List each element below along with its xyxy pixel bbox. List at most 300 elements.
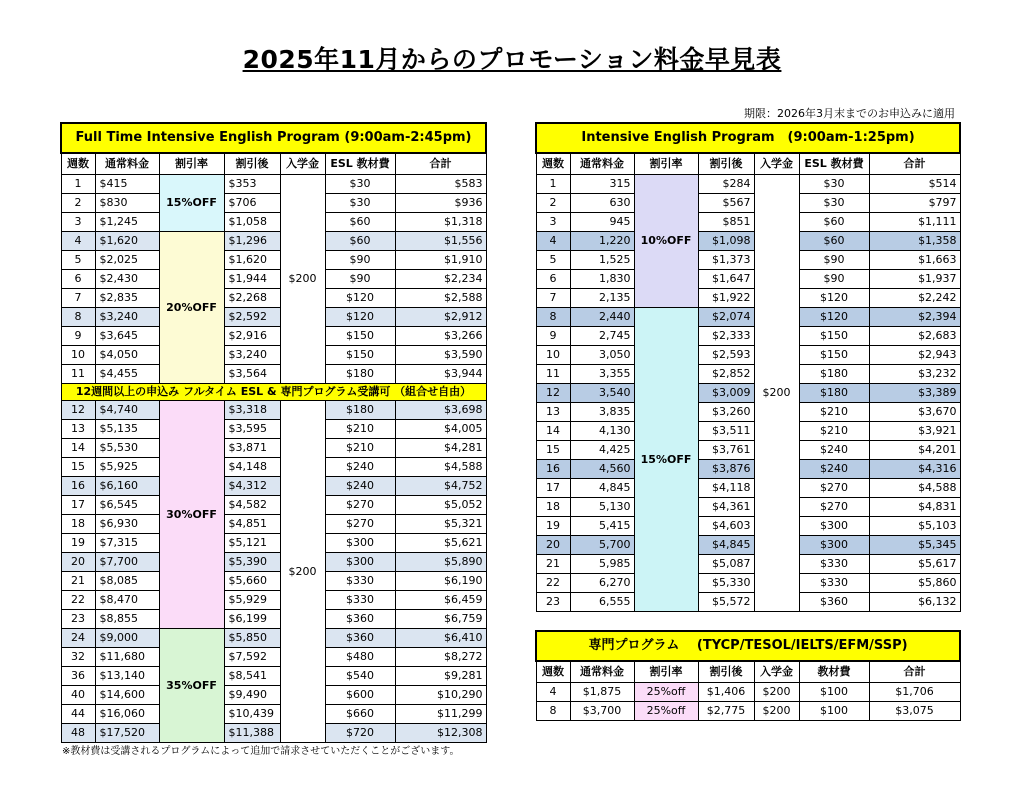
discounted-price-cell: $2,852 [698, 365, 754, 384]
discounted-price-cell: $3,260 [698, 403, 754, 422]
weeks-cell: 18 [536, 498, 570, 517]
discounted-price-cell: $4,361 [698, 498, 754, 517]
discounted-price-cell: $5,660 [224, 572, 280, 591]
discounted-price-cell: $3,595 [224, 420, 280, 439]
discounted-price-cell: $4,851 [224, 515, 280, 534]
table-row [536, 365, 960, 384]
total-cell: $936 [395, 194, 486, 213]
esl-fee-cell: $480 [325, 648, 395, 667]
weeks-cell: 8 [536, 308, 570, 327]
table-row [536, 289, 960, 308]
discounted-price-cell: $7,592 [224, 648, 280, 667]
regular-price-cell: 3,835 [570, 403, 634, 422]
iep-banner: Intensive English Program (9:00am-1:25pm) [536, 123, 960, 153]
weeks-cell: 8 [61, 308, 95, 327]
esl-fee-cell: $90 [799, 270, 869, 289]
regular-price-cell: $5,925 [95, 458, 159, 477]
discounted-price-cell: $2,592 [224, 308, 280, 327]
table-row [536, 270, 960, 289]
total-cell: $3,266 [395, 327, 486, 346]
total-cell: $5,321 [395, 515, 486, 534]
table-row [536, 308, 960, 327]
table-row [536, 422, 960, 441]
table-row [536, 683, 960, 702]
regular-price-cell: 2,745 [570, 327, 634, 346]
weeks-cell: 22 [61, 591, 95, 610]
table-row [61, 705, 486, 724]
esl-fee-cell: $360 [325, 610, 395, 629]
col-after: 割引後 [698, 661, 754, 683]
esl-fee-cell: $330 [799, 574, 869, 593]
table-row [61, 175, 486, 194]
weeks-cell: 48 [61, 724, 95, 743]
discounted-price-cell: $2,333 [698, 327, 754, 346]
weeks-cell: 21 [536, 555, 570, 574]
col-total: 合計 [395, 153, 486, 175]
total-cell: $4,588 [869, 479, 960, 498]
discounted-price-cell: $5,850 [224, 629, 280, 648]
special-banner: 専門プログラム (TYCP/TESOL/IELTS/EFM/SSP) [536, 631, 960, 661]
table-row [536, 460, 960, 479]
regular-price-cell: $14,600 [95, 686, 159, 705]
esl-fee-cell: $120 [325, 308, 395, 327]
col-weeks: 週数 [61, 153, 95, 175]
fti-banner: Full Time Intensive English Program (9:00am-2:45pm) [61, 123, 486, 153]
table-row [536, 593, 960, 612]
total-cell: $6,410 [395, 629, 486, 648]
material-fee-cell: $100 [799, 702, 869, 721]
table-row [536, 403, 960, 422]
total-cell: $1,910 [395, 251, 486, 270]
discounted-price-cell: $1,296 [224, 232, 280, 251]
discounted-price-cell: $1,944 [224, 270, 280, 289]
regular-price-cell: 5,415 [570, 517, 634, 536]
table-row [536, 384, 960, 403]
table-row [61, 439, 486, 458]
table-row [536, 555, 960, 574]
esl-fee-cell: $30 [799, 194, 869, 213]
regular-price-cell: $7,700 [95, 553, 159, 572]
total-cell: $12,308 [395, 724, 486, 743]
esl-fee-cell: $150 [325, 346, 395, 365]
discounted-price-cell: $5,929 [224, 591, 280, 610]
regular-price-cell: $5,530 [95, 439, 159, 458]
total-cell: $3,590 [395, 346, 486, 365]
table-row [61, 553, 486, 572]
table-row [61, 194, 486, 213]
regular-price-cell: 4,130 [570, 422, 634, 441]
total-cell: $5,103 [869, 517, 960, 536]
col-regular: 通常料金 [570, 661, 634, 683]
col-after: 割引後 [698, 153, 754, 175]
total-cell: $5,052 [395, 496, 486, 515]
col-rate: 割引率 [634, 661, 698, 683]
esl-fee-cell: $210 [325, 420, 395, 439]
total-cell: $1,358 [869, 232, 960, 251]
regular-price-cell: $2,025 [95, 251, 159, 270]
weeks-cell: 17 [61, 496, 95, 515]
discounted-price-cell: $4,582 [224, 496, 280, 515]
total-cell: $3,944 [395, 365, 486, 384]
regular-price-cell: 1,525 [570, 251, 634, 270]
discounted-price-cell: $8,541 [224, 667, 280, 686]
discounted-price-cell: $1,373 [698, 251, 754, 270]
table-row [61, 213, 486, 232]
discounted-price-cell: $6,199 [224, 610, 280, 629]
total-cell: $6,759 [395, 610, 486, 629]
page-title: 2025年11月からのプロモーション料金早見表 [242, 45, 782, 74]
weeks-cell: 20 [61, 553, 95, 572]
table-row [536, 479, 960, 498]
weeks-cell: 17 [536, 479, 570, 498]
discounted-price-cell: $11,388 [224, 724, 280, 743]
total-cell: $4,316 [869, 460, 960, 479]
weeks-cell: 19 [536, 517, 570, 536]
total-cell: $1,111 [869, 213, 960, 232]
total-cell: $3,698 [395, 401, 486, 420]
enroll-fee-cell: $200 [754, 175, 799, 612]
esl-fee-cell: $90 [799, 251, 869, 270]
regular-price-cell: 4,425 [570, 441, 634, 460]
esl-fee-cell: $30 [325, 194, 395, 213]
table-row [61, 384, 486, 401]
weeks-cell: 14 [61, 439, 95, 458]
regular-price-cell: $8,085 [95, 572, 159, 591]
discounted-price-cell: $3,564 [224, 365, 280, 384]
esl-fee-cell: $90 [325, 270, 395, 289]
col-weeks: 週数 [536, 153, 570, 175]
material-fee-cell: $100 [799, 683, 869, 702]
table-row [61, 515, 486, 534]
total-cell: $514 [869, 175, 960, 194]
esl-fee-cell: $300 [799, 536, 869, 555]
regular-price-cell: $16,060 [95, 705, 159, 724]
weeks-cell: 5 [536, 251, 570, 270]
table-row [61, 686, 486, 705]
weeks-cell: 1 [61, 175, 95, 194]
col-esl: ESL 教材費 [799, 153, 869, 175]
discounted-price-cell: $2,268 [224, 289, 280, 308]
weeks-cell: 13 [61, 420, 95, 439]
total-cell: $5,621 [395, 534, 486, 553]
weeks-cell: 8 [536, 702, 570, 721]
total-cell: $11,299 [395, 705, 486, 724]
discounted-price-cell: $1,922 [698, 289, 754, 308]
weeks-cell: 6 [61, 270, 95, 289]
total-cell: $2,234 [395, 270, 486, 289]
total-cell: $4,588 [395, 458, 486, 477]
esl-fee-cell: $60 [325, 213, 395, 232]
esl-fee-cell: $60 [799, 213, 869, 232]
table-row [61, 401, 486, 420]
discounted-price-cell: $10,439 [224, 705, 280, 724]
table-row [61, 308, 486, 327]
table-row [61, 420, 486, 439]
esl-fee-cell: $270 [799, 498, 869, 517]
discount-30-cell: 30%OFF [159, 401, 224, 629]
discounted-price-cell: $2,593 [698, 346, 754, 365]
total-cell: $3,670 [869, 403, 960, 422]
table-row [61, 591, 486, 610]
regular-price-cell: $13,140 [95, 667, 159, 686]
regular-price-cell: $11,680 [95, 648, 159, 667]
regular-price-cell: $3,700 [570, 702, 634, 721]
esl-fee-cell: $60 [325, 232, 395, 251]
discounted-price-cell: $5,087 [698, 555, 754, 574]
regular-price-cell: 5,130 [570, 498, 634, 517]
regular-price-cell: $5,135 [95, 420, 159, 439]
fti-price-table [60, 122, 487, 743]
table-row [61, 232, 486, 251]
total-cell: $9,281 [395, 667, 486, 686]
esl-fee-cell: $660 [325, 705, 395, 724]
table-row [61, 610, 486, 629]
esl-fee-cell: $120 [325, 289, 395, 308]
regular-price-cell: $7,315 [95, 534, 159, 553]
esl-fee-cell: $360 [799, 593, 869, 612]
discounted-price-cell: $4,148 [224, 458, 280, 477]
esl-fee-cell: $210 [799, 422, 869, 441]
sub-banner: 12週間以上の申込み フルタイム ESL & 専門プログラム受講可 （組合せ自由） [61, 384, 486, 401]
table-row [61, 477, 486, 496]
total-cell: $3,232 [869, 365, 960, 384]
weeks-cell: 36 [61, 667, 95, 686]
esl-fee-cell: $720 [325, 724, 395, 743]
weeks-cell: 9 [536, 327, 570, 346]
discount-rate-cell: 25%off [634, 702, 698, 721]
total-cell: $2,242 [869, 289, 960, 308]
col-enroll: 入学金 [280, 153, 325, 175]
enroll-fee-cell: $200 [754, 683, 799, 702]
regular-price-cell: 3,355 [570, 365, 634, 384]
col-material: 教材費 [799, 661, 869, 683]
discount-15-cell: 15%OFF [159, 175, 224, 232]
discounted-price-cell: $5,572 [698, 593, 754, 612]
discounted-price-cell: $5,330 [698, 574, 754, 593]
discounted-price-cell: $4,118 [698, 479, 754, 498]
esl-fee-cell: $240 [325, 458, 395, 477]
esl-fee-cell: $300 [799, 517, 869, 536]
enroll-fee-cell: $200 [754, 702, 799, 721]
col-total: 合計 [869, 153, 960, 175]
weeks-cell: 10 [536, 346, 570, 365]
regular-price-cell: $3,240 [95, 308, 159, 327]
total-cell: $1,663 [869, 251, 960, 270]
esl-fee-cell: $360 [325, 629, 395, 648]
discounted-price-cell: $3,009 [698, 384, 754, 403]
weeks-cell: 16 [536, 460, 570, 479]
esl-fee-cell: $180 [799, 384, 869, 403]
esl-fee-cell: $60 [799, 232, 869, 251]
total-cell: $1,937 [869, 270, 960, 289]
regular-price-cell: 5,700 [570, 536, 634, 555]
regular-price-cell: $2,430 [95, 270, 159, 289]
discounted-price-cell: $5,121 [224, 534, 280, 553]
discounted-price-cell: $4,312 [224, 477, 280, 496]
weeks-cell: 4 [61, 232, 95, 251]
footnote: ※教材費は受講されるプログラムによって追加で請求させていただくことがございます。 [62, 746, 460, 757]
esl-fee-cell: $330 [799, 555, 869, 574]
col-total: 合計 [869, 661, 960, 683]
discount-20-cell: 20%OFF [159, 232, 224, 384]
table-row [536, 702, 960, 721]
regular-price-cell: $2,835 [95, 289, 159, 308]
deadline-note: 期限：2026年3月末までのお申込みに適用 [744, 107, 955, 120]
esl-fee-cell: $240 [325, 477, 395, 496]
weeks-cell: 4 [536, 683, 570, 702]
total-cell: $4,281 [395, 439, 486, 458]
regular-price-cell: $8,855 [95, 610, 159, 629]
table-row [61, 270, 486, 289]
regular-price-cell: $6,545 [95, 496, 159, 515]
esl-fee-cell: $180 [799, 365, 869, 384]
regular-price-cell: $8,470 [95, 591, 159, 610]
table-row [61, 534, 486, 553]
total-cell: $4,752 [395, 477, 486, 496]
total-cell: $1,706 [869, 683, 960, 702]
discount-10-cell: 10%OFF [634, 175, 698, 308]
table-row [61, 496, 486, 515]
discounted-price-cell: $284 [698, 175, 754, 194]
table-row [536, 175, 960, 194]
regular-price-cell: 630 [570, 194, 634, 213]
regular-price-cell: 5,985 [570, 555, 634, 574]
table-row [61, 327, 486, 346]
discounted-price-cell: $3,240 [224, 346, 280, 365]
regular-price-cell: $4,050 [95, 346, 159, 365]
discounted-price-cell: $1,098 [698, 232, 754, 251]
table-row [61, 346, 486, 365]
regular-price-cell: $9,000 [95, 629, 159, 648]
col-rate: 割引率 [634, 153, 698, 175]
weeks-cell: 22 [536, 574, 570, 593]
discounted-price-cell: $1,647 [698, 270, 754, 289]
weeks-cell: 44 [61, 705, 95, 724]
total-cell: $2,588 [395, 289, 486, 308]
esl-fee-cell: $240 [799, 441, 869, 460]
col-enroll: 入学金 [754, 661, 799, 683]
esl-fee-cell: $120 [799, 289, 869, 308]
total-cell: $4,831 [869, 498, 960, 517]
discounted-price-cell: $3,871 [224, 439, 280, 458]
esl-fee-cell: $150 [325, 327, 395, 346]
enroll-fee-cell: $200 [280, 401, 325, 743]
weeks-cell: 12 [536, 384, 570, 403]
total-cell: $2,943 [869, 346, 960, 365]
weeks-cell: 7 [536, 289, 570, 308]
table-row [536, 232, 960, 251]
total-cell: $4,005 [395, 420, 486, 439]
esl-fee-cell: $180 [325, 401, 395, 420]
esl-fee-cell: $300 [325, 534, 395, 553]
weeks-cell: 15 [61, 458, 95, 477]
weeks-cell: 23 [536, 593, 570, 612]
total-cell: $797 [869, 194, 960, 213]
table-row [61, 365, 486, 384]
weeks-cell: 40 [61, 686, 95, 705]
total-cell: $2,394 [869, 308, 960, 327]
table-row [536, 536, 960, 555]
weeks-cell: 24 [61, 629, 95, 648]
weeks-cell: 13 [536, 403, 570, 422]
weeks-cell: 11 [536, 365, 570, 384]
total-cell: $5,617 [869, 555, 960, 574]
discount-15-cell: 15%OFF [634, 308, 698, 612]
discounted-price-cell: $1,058 [224, 213, 280, 232]
regular-price-cell: 1,830 [570, 270, 634, 289]
esl-fee-cell: $270 [799, 479, 869, 498]
table-row [61, 289, 486, 308]
table-row [536, 251, 960, 270]
esl-fee-cell: $30 [325, 175, 395, 194]
regular-price-cell: 2,135 [570, 289, 634, 308]
discounted-price-cell: $851 [698, 213, 754, 232]
table-row [536, 346, 960, 365]
col-regular: 通常料金 [95, 153, 159, 175]
table-row [61, 629, 486, 648]
esl-fee-cell: $600 [325, 686, 395, 705]
total-cell: $5,890 [395, 553, 486, 572]
discounted-price-cell: $2,074 [698, 308, 754, 327]
esl-fee-cell: $270 [325, 496, 395, 515]
esl-fee-cell: $210 [799, 403, 869, 422]
table-row [536, 213, 960, 232]
discounted-price-cell: $3,761 [698, 441, 754, 460]
discounted-price-cell: $706 [224, 194, 280, 213]
discounted-price-cell: $1,406 [698, 683, 754, 702]
total-cell: $5,860 [869, 574, 960, 593]
discounted-price-cell: $353 [224, 175, 280, 194]
weeks-cell: 9 [61, 327, 95, 346]
weeks-cell: 18 [61, 515, 95, 534]
weeks-cell: 3 [536, 213, 570, 232]
col-regular: 通常料金 [570, 153, 634, 175]
regular-price-cell: $6,160 [95, 477, 159, 496]
regular-price-cell: $4,455 [95, 365, 159, 384]
weeks-cell: 3 [61, 213, 95, 232]
weeks-cell: 16 [61, 477, 95, 496]
esl-fee-cell: $270 [325, 515, 395, 534]
total-cell: $6,190 [395, 572, 486, 591]
iep-price-table [535, 122, 961, 612]
table-row [61, 572, 486, 591]
esl-fee-cell: $90 [325, 251, 395, 270]
discount-35-cell: 35%OFF [159, 629, 224, 743]
esl-fee-cell: $150 [799, 346, 869, 365]
col-rate: 割引率 [159, 153, 224, 175]
weeks-cell: 21 [61, 572, 95, 591]
regular-price-cell: 945 [570, 213, 634, 232]
weeks-cell: 2 [61, 194, 95, 213]
esl-fee-cell: $210 [325, 439, 395, 458]
col-after: 割引後 [224, 153, 280, 175]
regular-price-cell: 6,555 [570, 593, 634, 612]
esl-fee-cell: $540 [325, 667, 395, 686]
total-cell: $6,459 [395, 591, 486, 610]
discounted-price-cell: $2,775 [698, 702, 754, 721]
weeks-cell: 20 [536, 536, 570, 555]
discounted-price-cell: $1,620 [224, 251, 280, 270]
total-cell: $3,921 [869, 422, 960, 441]
special-price-table [535, 630, 961, 721]
discounted-price-cell: $4,603 [698, 517, 754, 536]
weeks-cell: 2 [536, 194, 570, 213]
total-cell: $3,075 [869, 702, 960, 721]
weeks-cell: 10 [61, 346, 95, 365]
regular-price-cell: $830 [95, 194, 159, 213]
esl-fee-cell: $180 [325, 365, 395, 384]
regular-price-cell: 2,440 [570, 308, 634, 327]
